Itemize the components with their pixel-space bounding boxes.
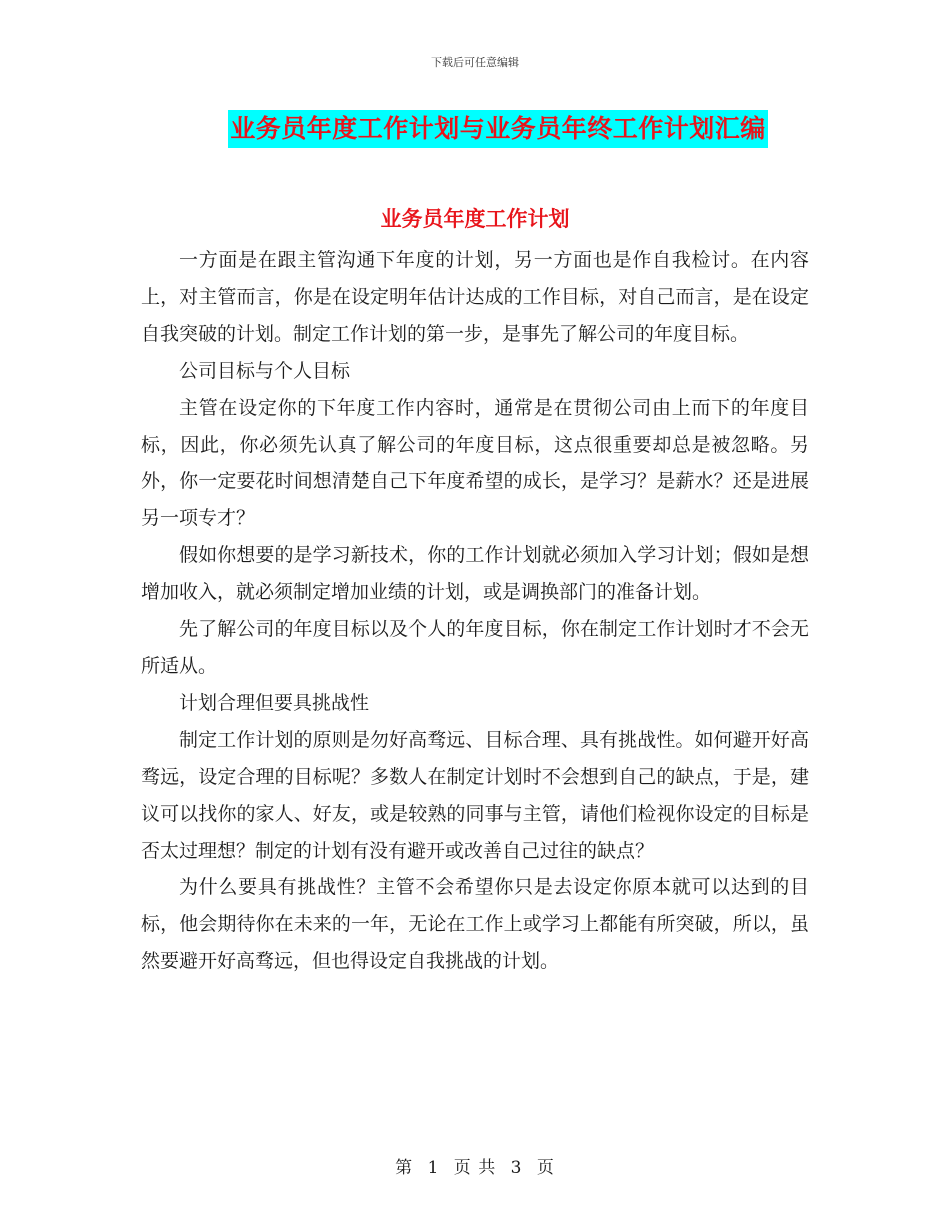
paragraph: 假如你想要的是学习新技术，你的工作计划就必须加入学习计划；假如是想增加收入，就必须制定增加业绩的计划，或是调换部门的准备计划。: [141, 544, 809, 604]
paragraph: 为什么要具有挑战性？主管不会希望你只是去设定你原本就可以达到的目标，他会期待你在未来的一年，无论在工作上或学习上都能有所突破，所以，虽然要避开好高骛远，但也得设定自我挑战的计划。: [141, 876, 809, 973]
footer-current-page: 1: [427, 1158, 440, 1178]
paragraph: 先了解公司的年度目标以及个人的年度目标，你在制定工作计划时才不会无所适从。: [141, 618, 809, 677]
paragraph: 制定工作计划的原则是勿好高骛远、目标合理、具有挑战性。如何避开好高骛远，设定合理的目标呢？多数人在制定计划时不会想到自己的缺点，于是，建议可以找你的家人、好友，或是较熟的同事与主管，请他们检视你设定的目标是否太过理想？制定的计划有没有避开或改善自己过往的缺点？: [141, 728, 809, 862]
page-footer: [0, 1153, 950, 1178]
footer-middle: 页 共: [453, 1158, 497, 1178]
header-note: 下载后可任意编辑: [431, 56, 519, 69]
paragraph: 一方面是在跟主管沟通下年度的计划，另一方面也是作自我检讨。在内容上，对主管而言，你是在设定明年估计达成的工作目标，对自己而言，是在设定自我突破的计划。制定工作计划的第一步，是事先了解公司的年度目标。: [141, 249, 809, 345]
footer-total-pages: 3: [510, 1158, 523, 1178]
document-title: 业务员年度工作计划与业务员年终工作计划汇编: [228, 110, 768, 148]
subheading: 计划合理但要具挑战性: [179, 691, 370, 714]
section-title: 业务员年度工作计划: [380, 207, 570, 231]
document-body: [141, 242, 809, 980]
subheading: 公司目标与个人目标: [179, 359, 351, 382]
footer-suffix: 页: [536, 1158, 555, 1178]
footer-prefix: 第: [395, 1158, 414, 1178]
paragraph: 主管在设定你的下年度工作内容时，通常是在贯彻公司由上而下的年度目标，因此，你必须先认真了解公司的年度目标，这点很重要却总是被忽略。另外，你一定要花时间想清楚自己下年度希望的成长，是学习？是薪水？还是进展另一项专才？: [141, 396, 809, 530]
document-title-wrap: [0, 110, 950, 148]
